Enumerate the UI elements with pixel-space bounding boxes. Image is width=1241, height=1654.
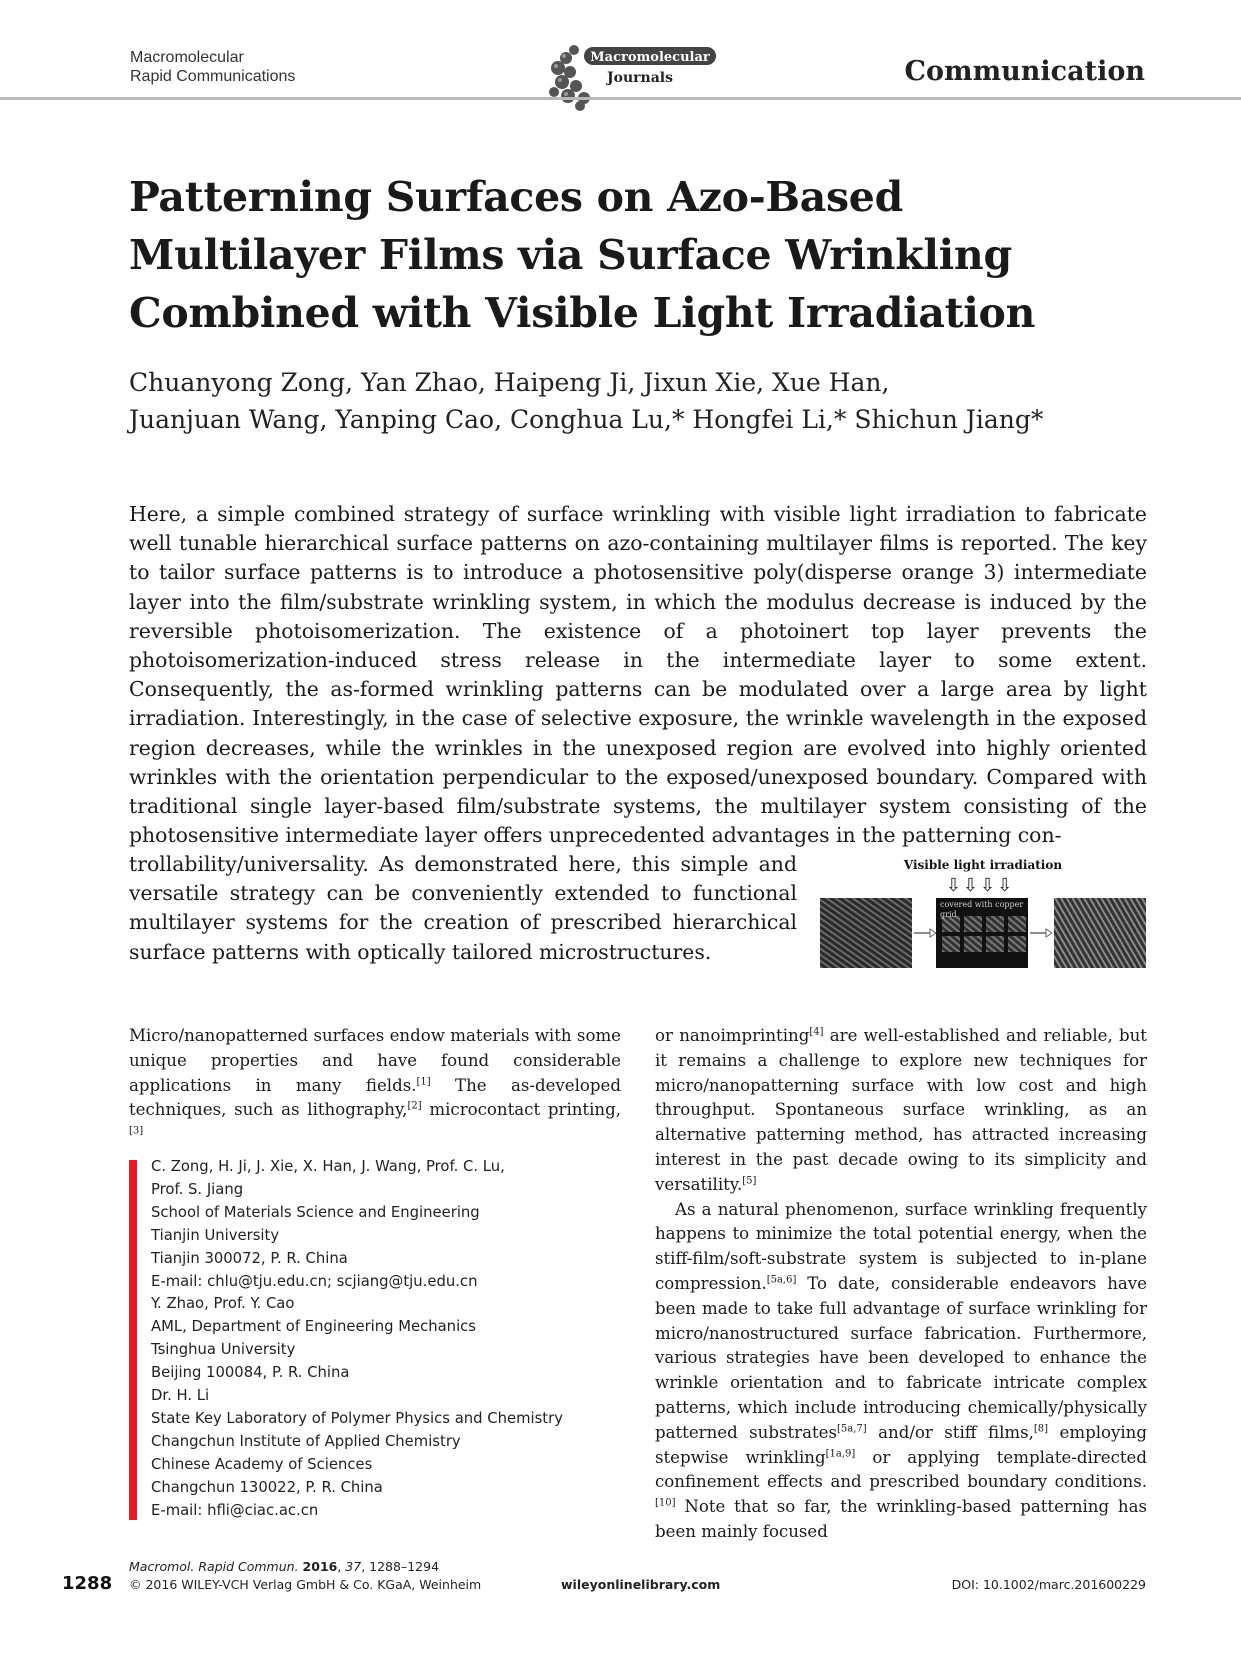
- header-rule: [0, 97, 1241, 100]
- affiliation-line: Changchun 130022, P. R. China: [151, 1478, 383, 1496]
- journal-citation: Macromol. Rapid Commun. 2016, 37, 1288–1294: [129, 1559, 440, 1574]
- macromolecular-journals-logo: [540, 36, 720, 114]
- body-text: As a natural phenomenon, surface wrinkling frequently happens to minimize the total potential energy, when the stiff-film/soft-substrate system is subjected to in-plane compression.: [655, 1199, 1147, 1293]
- affiliation-accent-bar: [129, 1160, 137, 1520]
- body-text: are well-established and reliable, but it remains a challenge to explore new techniques for micro/nanopatterning surface with low cost and high throughput. Spontaneous surface wrinkling, as an alternative patterning method, has attracted increasing interest in the past decade owing to its simplicity and versatility.: [655, 1026, 1147, 1194]
- body-text: Micro/nanopatterned surfaces endow materials with some unique properties and have found considerable applications in many fields.: [129, 1026, 621, 1095]
- journal-name-line2: Rapid Communications: [130, 68, 296, 85]
- affiliation-line: Chinese Academy of Sciences: [151, 1455, 373, 1473]
- author-list: [129, 364, 1129, 438]
- abstract-text-tail: trollability/universality. As demonstrated here, this simple and versatile strategy can be conveniently extended to functional multilayer systems for the creation of prescribed hierarchical surface patterns with optically tailored microstructures.: [129, 852, 797, 964]
- article-title: Patterning Surfaces on Azo-Based Multilayer Films via Surface Wrinkling Combined with Visible Light Irradiation: [129, 173, 1036, 337]
- right-arrow-icon: [914, 928, 936, 938]
- citation-ref[interactable]: [2]: [407, 1100, 422, 1112]
- cite-volume: 37: [345, 1559, 362, 1574]
- irradiation-arrows-icon: ⇩⇩⇩⇩: [945, 875, 1015, 895]
- body-text: Note that so far, the wrinkling-based patterning has been mainly focused: [655, 1497, 1147, 1541]
- citation-ref[interactable]: [5a,6]: [766, 1274, 797, 1286]
- citation-ref[interactable]: [8]: [1033, 1423, 1049, 1435]
- affiliation-line: Changchun Institute of Applied Chemistry: [151, 1432, 461, 1450]
- affiliation-line: Tianjin 300072, P. R. China: [151, 1249, 348, 1267]
- body-text: microcontact printing,: [421, 1100, 621, 1120]
- journal-name-line1: Macromolecular: [130, 49, 244, 66]
- affiliation-line: Prof. S. Jiang: [151, 1180, 244, 1198]
- body-column-left: [129, 1024, 621, 1148]
- body-paragraph: [655, 1024, 1147, 1198]
- toc-graphic: [818, 858, 1148, 970]
- body-paragraph: [655, 1198, 1147, 1545]
- intro-paragraph: [129, 1024, 621, 1148]
- body-text: The as-developed techniques, such as lithography,: [129, 1075, 621, 1120]
- affiliation-line: AML, Department of Engineering Mechanics: [151, 1318, 477, 1336]
- citation-ref[interactable]: [1a,9]: [825, 1448, 856, 1460]
- cite-year: 2016: [302, 1559, 338, 1574]
- affiliation-line: Dr. H. Li: [151, 1387, 210, 1405]
- citation-ref[interactable]: [5a,7]: [837, 1423, 867, 1435]
- affiliations-block: [151, 1156, 621, 1523]
- citation-ref[interactable]: [10]: [655, 1497, 676, 1509]
- body-text: To date, considerable endeavors have been made to take full advantage of surface wrinkling for micro/nanostructured surface fabrication. Furthermore, various strategies have been developed to enhance the wrinkle orientation and to fabricate intricate complex patterns, which include introducing chemically/physically patterned substrates: [655, 1273, 1147, 1442]
- authors-line-1: Chuanyong Zong, Yan Zhao, Haipeng Ji, Jixun Xie, Xue Han,: [129, 368, 890, 397]
- affiliation-line: School of Materials Science and Engineering: [151, 1203, 480, 1221]
- abstract-text: Here, a simple combined strategy of surface wrinkling with visible light irradiation to fabricate well tunable hierarchical surface patterns on azo-containing multilayer films is reported. The key to tailor surface patterns is to introduce a photosensitive poly(disperse orange 3) intermediate layer into the film/substrate wrinkling system, in which the modulus decrease is induced by the reversible photoisomerization. The existence of a photoinert top layer prevents the photoisomerization-induced stress release in the intermediate layer to some extent. Consequently, the as-formed wrinkling patterns can be modulated over a large area by light irradiation. Interestingly, in the case of selective exposure, the wrinkle wavelength in the exposed region decreases, while the wrinkles in the unexposed region are evolved into highly oriented wrinkles with the orientation perpendicular to the exposed/unexposed boundary. Compared with traditional single layer-based film/substrate systems, the multilayer system consisting of the photosensitive intermediate layer offers unprecedented advantages in the patterning con-: [129, 502, 1147, 848]
- wrinkle-pattern-image-before: [820, 898, 912, 968]
- right-arrow-icon: [1030, 928, 1052, 938]
- authors-line-2: Juanjuan Wang, Yanping Cao, Conghua Lu,* Hongfei Li,* Shichun Jiang*: [129, 405, 1044, 434]
- cite-journal: Macromol. Rapid Commun.: [129, 1559, 299, 1574]
- toc-graphic-label: Visible light irradiation: [903, 858, 1063, 872]
- panel-note: covered with copper grid: [940, 900, 1024, 919]
- body-column-right: [655, 1024, 1147, 1545]
- logo-text-macromolecular: Macromolecular: [590, 50, 710, 65]
- affiliation-line: Beijing 100084, P. R. China: [151, 1364, 350, 1382]
- body-text: and/or stiff films,: [866, 1422, 1034, 1442]
- masked-pattern-image: [936, 898, 1028, 968]
- logo-text-journals: Journals: [607, 70, 673, 86]
- affiliation-line: Tsinghua University: [151, 1341, 296, 1359]
- citation-ref[interactable]: [3]: [129, 1125, 144, 1137]
- section-label: Communication: [904, 56, 1145, 87]
- copyright-notice: © 2016 WILEY-VCH Verlag GmbH & Co. KGaA, Weinheim: [129, 1577, 482, 1592]
- citation-ref[interactable]: [4]: [809, 1026, 824, 1038]
- wrinkle-pattern-image-after: [1054, 898, 1146, 968]
- citation-ref[interactable]: [5]: [742, 1175, 757, 1187]
- affiliation-line: Tianjin University: [151, 1226, 280, 1244]
- journal-name: [130, 48, 295, 86]
- affiliation-email[interactable]: E-mail: hfli@ciac.ac.cn: [151, 1501, 319, 1519]
- website-link[interactable]: wileyonlinelibrary.com: [561, 1577, 721, 1592]
- page-number: 1288: [62, 1573, 113, 1594]
- affiliation-line: State Key Laboratory of Polymer Physics and Chemistry: [151, 1409, 563, 1427]
- affiliation-line: Y. Zhao, Prof. Y. Cao: [151, 1295, 295, 1313]
- body-text: employing stepwise wrinkling: [655, 1422, 1147, 1467]
- affiliation-line: C. Zong, H. Ji, J. Xie, X. Han, J. Wang, Prof. C. Lu,: [151, 1158, 505, 1175]
- body-text: or nanoimprinting: [655, 1026, 810, 1045]
- citation-ref[interactable]: [1]: [416, 1076, 431, 1088]
- body-text: or applying template-directed confinement effects and prescribed boundary conditions.: [655, 1447, 1147, 1492]
- cite-pages: , 1288–1294: [361, 1559, 440, 1574]
- doi-link[interactable]: DOI: 10.1002/marc.201600229: [951, 1577, 1146, 1592]
- affiliation-email[interactable]: E-mail: chlu@tju.edu.cn; scjiang@tju.edu.cn: [151, 1272, 478, 1290]
